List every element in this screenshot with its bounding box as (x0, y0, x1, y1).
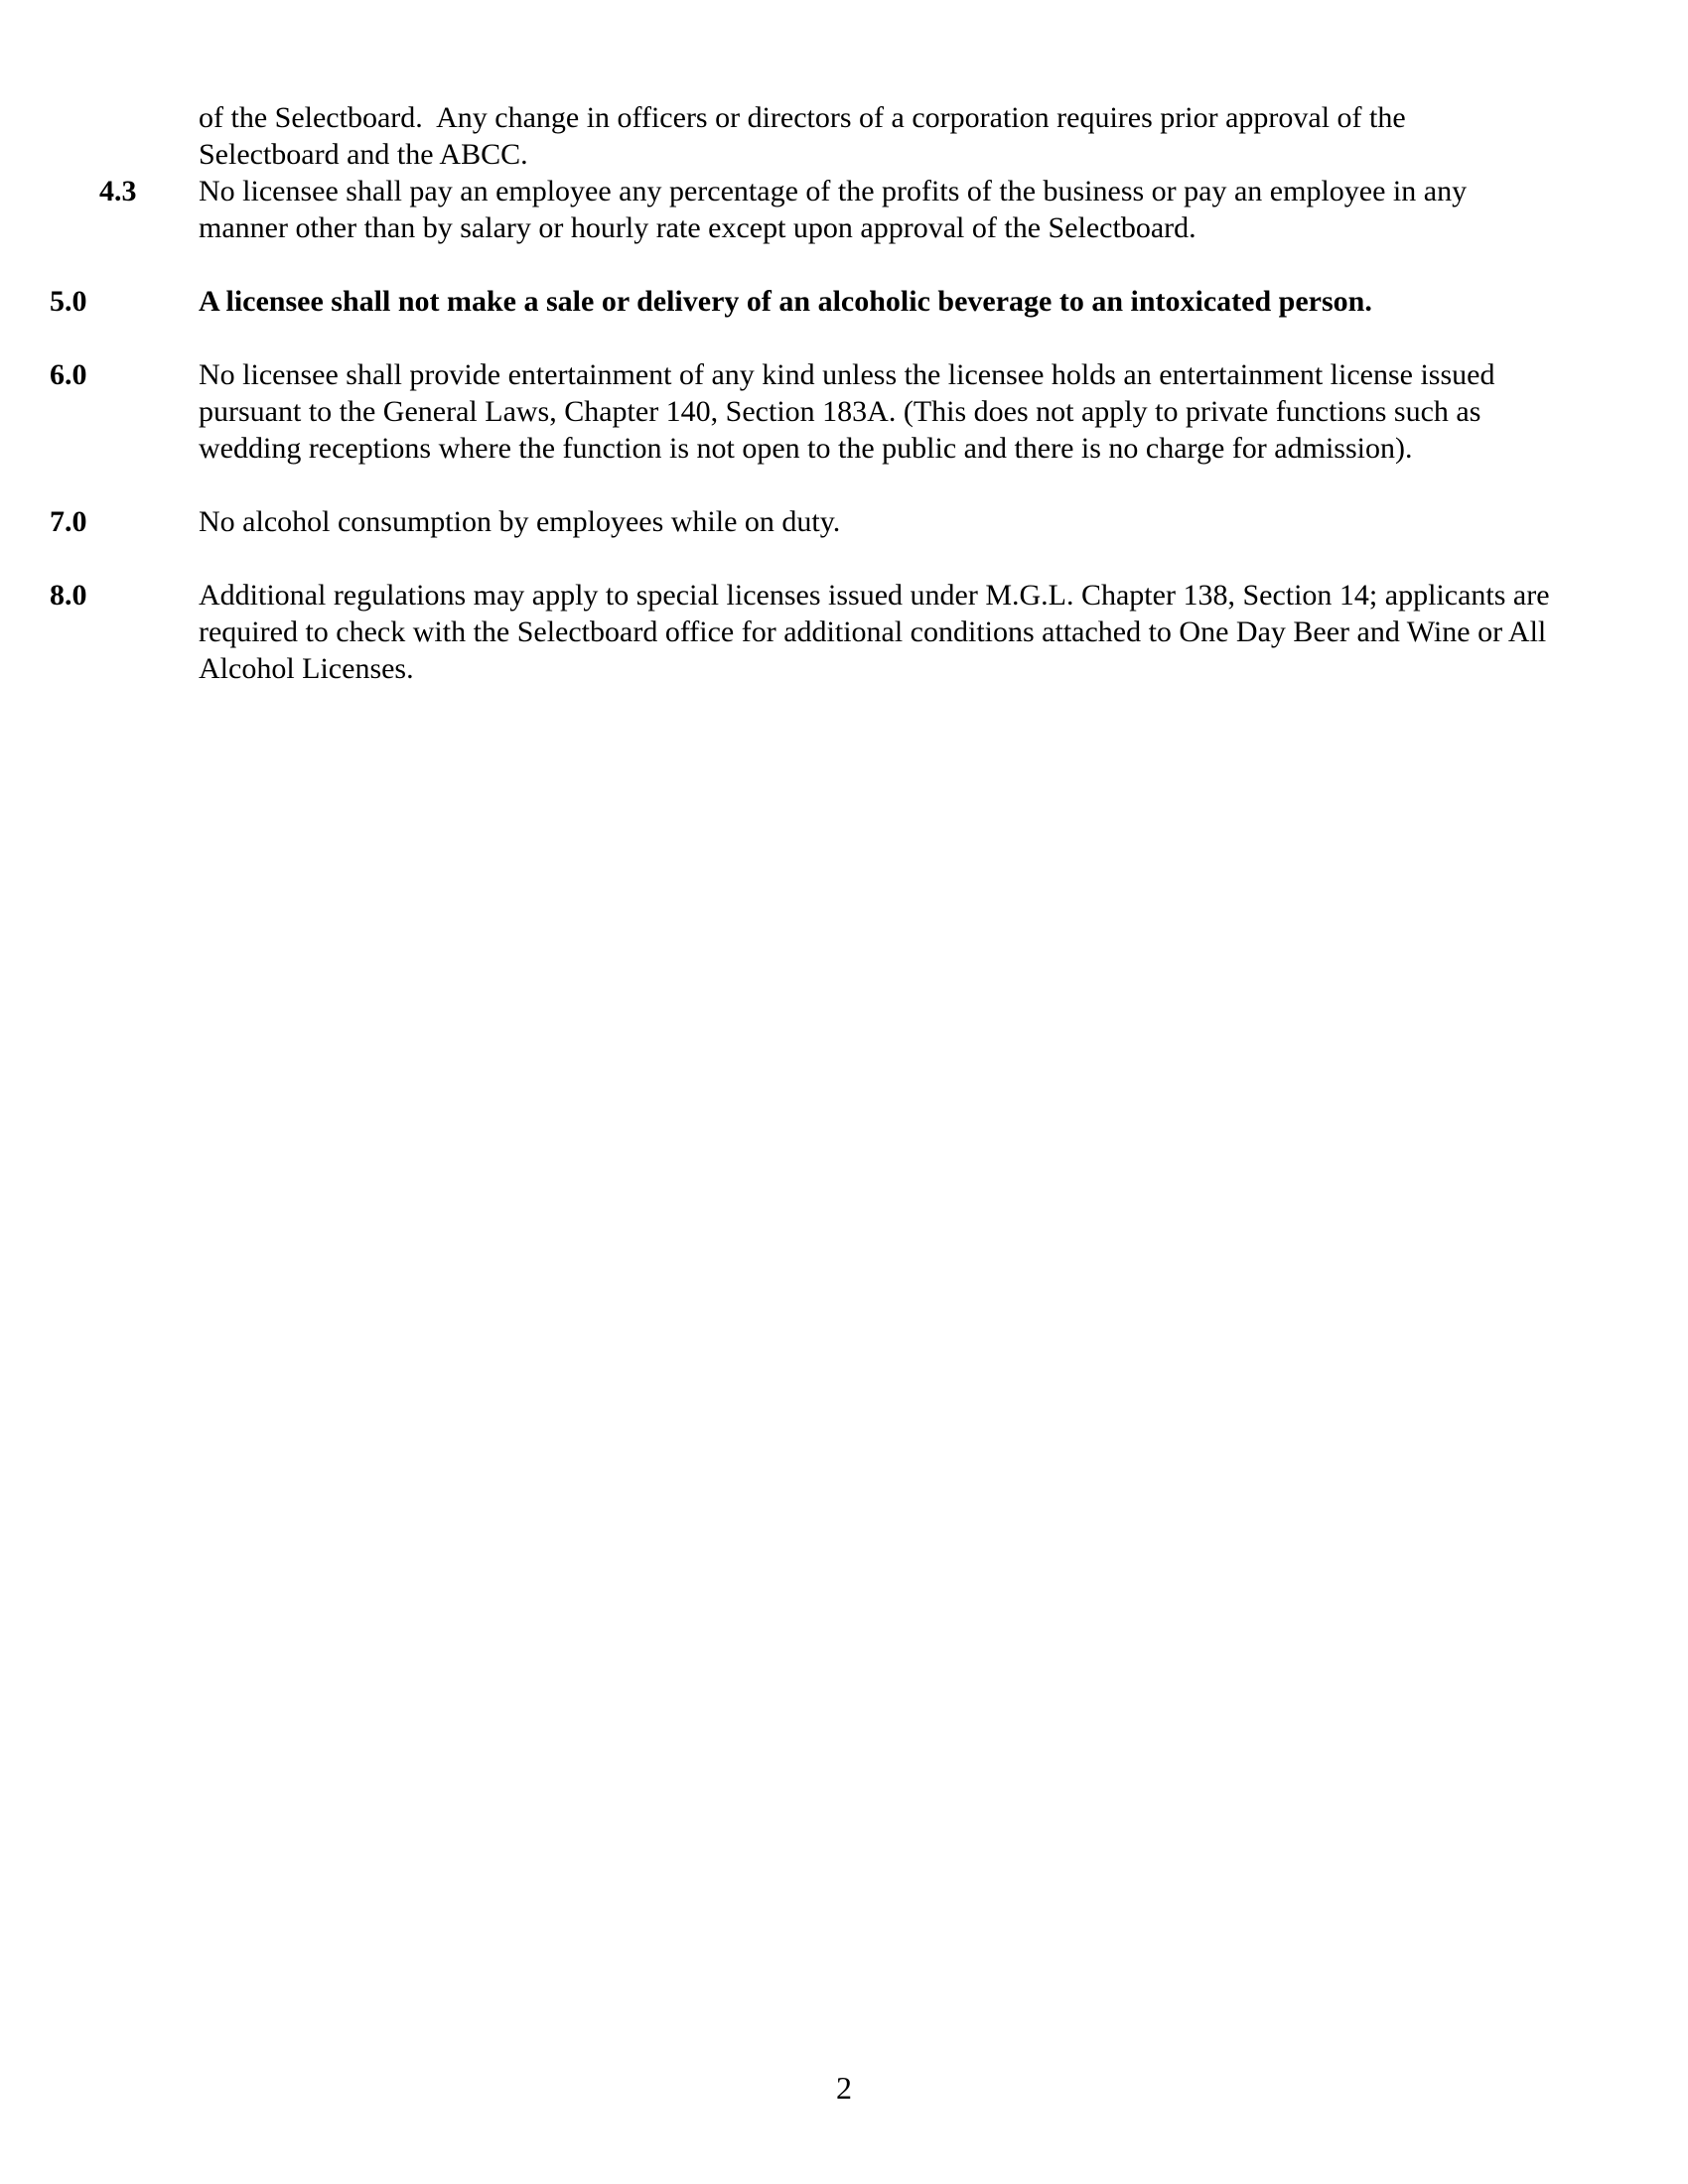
document-body (50, 99, 1589, 687)
text-line: manner other than by salary or hourly rate except upon approval of the Selectboard. (199, 211, 1196, 244)
text-line: Alcohol Licenses. (199, 652, 414, 685)
text-line: Selectboard and the ABCC. (199, 138, 528, 171)
section-number: 5.0 (50, 285, 87, 318)
section-number: 7.0 (50, 505, 87, 538)
text-line: A licensee shall not make a sale or delivery of an alcoholic beverage to an intoxicated person. (199, 285, 1372, 318)
section-number: 8.0 (50, 579, 87, 612)
text-line: No licensee shall provide entertainment of any kind unless the licensee holds an entertainment license issued (199, 358, 1495, 391)
section-4-3 (99, 173, 1589, 246)
text-line: of the Selectboard. Any change in officers or directors of a corporation requires prior approval of the (199, 101, 1406, 134)
text-line: No alcohol consumption by employees while on duty. (199, 505, 841, 538)
section-number: 4.3 (99, 175, 137, 207)
text-line: pursuant to the General Laws, Chapter 140, Section 183A. (This does not apply to private functions such as (199, 395, 1481, 428)
text-line: wedding receptions where the function is not open to the public and there is no charge for admission). (199, 432, 1413, 465)
text-line: No licensee shall pay an employee any percentage of the profits of the business or pay an employee in any (199, 175, 1468, 207)
section-7-0 (50, 503, 1589, 540)
section-number: 6.0 (50, 358, 87, 391)
section-6-0 (50, 356, 1589, 467)
text-line: Additional regulations may apply to special licenses issued under M.G.L. Chapter 138, Section 14; applicants are (199, 579, 1550, 612)
section-8-0 (50, 577, 1589, 687)
page-number: 2 (836, 2070, 852, 2106)
section-5-0 (50, 283, 1589, 320)
paragraph-intro-continuation (199, 99, 1589, 173)
text-line: required to check with the Selectboard office for additional conditions attached to One Day Beer and Wine or All (199, 615, 1547, 648)
